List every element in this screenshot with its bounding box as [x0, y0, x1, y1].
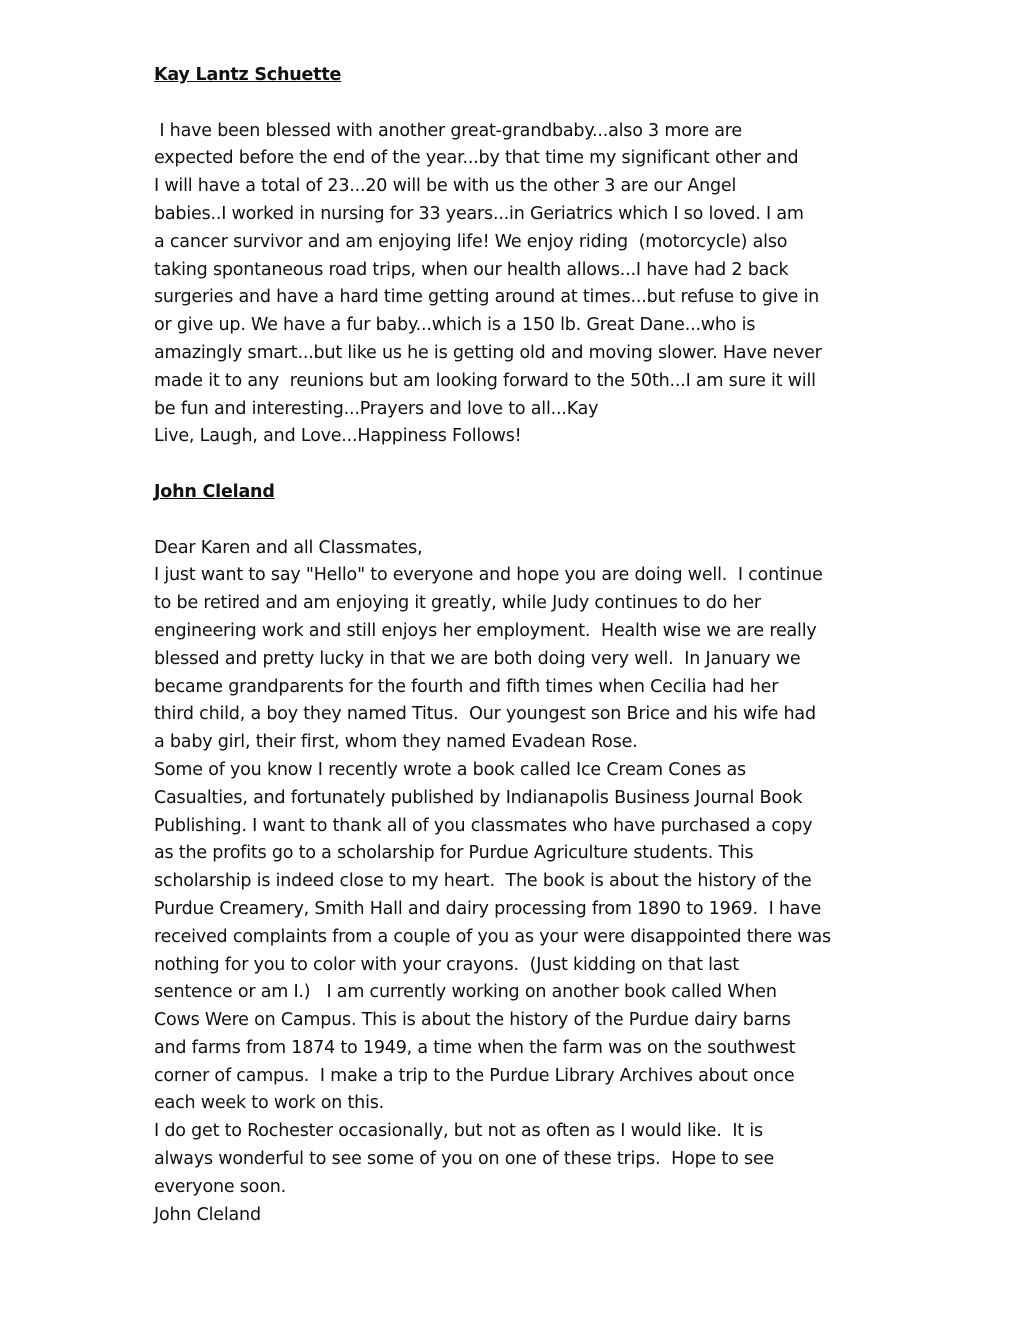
body-line: expected before the end of the year...by that time my significant other and — [154, 148, 799, 169]
body-line: made it to any reunions but am looking forward to the 50th...I am sure it will — [154, 370, 816, 391]
body-line: Casualties, and fortunately published by Indianapolis Business Journal Book — [154, 787, 803, 808]
body-line: as the profits go to a scholarship for Purdue Agriculture students. This — [154, 843, 754, 864]
body-line: surgeries and have a hard time getting around at times...but refuse to give in — [154, 287, 820, 308]
body-line: babies..I worked in nursing for 33 years...in Geriatrics which I so loved. I am — [154, 203, 804, 224]
body-line: Purdue Creamery, Smith Hall and dairy processing from 1890 to 1969. I have — [154, 898, 822, 919]
body-line: third child, a boy they named Titus. Our youngest son Brice and his wife had — [154, 704, 816, 725]
body-line: I have been blessed with another great-grandbaby...also 3 more are — [154, 120, 742, 141]
body-line: to be retired and am enjoying it greatly, while Judy continues to do her — [154, 593, 761, 614]
body-line: sentence or am I.) I am currently working on another book called When — [154, 982, 777, 1003]
body-line: a cancer survivor and am enjoying life! We enjoy riding (motorcycle) also — [154, 231, 788, 252]
body-line: nothing for you to color with your crayons. (Just kidding on that last — [154, 954, 739, 975]
body-line: be fun and interesting...Prayers and love to all...Kay — [154, 398, 599, 419]
body-line: I do get to Rochester occasionally, but not as often as I would like. It is — [154, 1121, 763, 1142]
body-line: Publishing. I want to thank all of you classmates who have purchased a copy — [154, 815, 813, 836]
body-line: Some of you know I recently wrote a book called Ice Cream Cones as — [154, 759, 746, 780]
section-heading-john-cleland: John Cleland — [154, 481, 275, 502]
body-line: I just want to say "Hello" to everyone and hope you are doing well. I continue — [154, 565, 823, 586]
body-line: or give up. We have a fur baby...which is a 150 lb. Great Dane...who is — [154, 315, 756, 336]
section-body-john-cleland — [154, 535, 894, 1230]
body-line: always wonderful to see some of you on one of these trips. Hope to see — [154, 1149, 775, 1170]
body-line: I will have a total of 23...20 will be with us the other 3 are our Angel — [154, 176, 737, 197]
body-line: each week to work on this. — [154, 1093, 385, 1114]
body-line: a baby girl, their first, whom they named Evadean Rose. — [154, 732, 638, 753]
body-line: corner of campus. I make a trip to the Purdue Library Archives about once — [154, 1065, 795, 1086]
body-line: scholarship is indeed close to my heart. The book is about the history of the — [154, 871, 812, 892]
body-line: received complaints from a couple of you as your were disappointed there was — [154, 926, 831, 947]
section-heading-kay-lantz-schuette: Kay Lantz Schuette — [154, 65, 342, 85]
body-line: everyone soon. — [154, 1176, 286, 1197]
spacer — [154, 90, 894, 118]
body-line: blessed and pretty lucky in that we are both doing very well. In January we — [154, 648, 801, 669]
body-line: engineering work and still enjoys her employment. Health wise we are really — [154, 620, 817, 641]
body-line: and farms from 1874 to 1949, a time when the farm was on the southwest — [154, 1037, 796, 1058]
spacer — [154, 451, 894, 479]
body-line: taking spontaneous road trips, when our health allows...I have had 2 back — [154, 259, 789, 280]
body-line: amazingly smart...but like us he is getting old and moving slower. Have never — [154, 342, 822, 363]
spacer — [154, 507, 894, 535]
body-line: became grandparents for the fourth and fifth times when Cecilia had her — [154, 676, 779, 697]
section-body-kay-lantz-schuette — [154, 118, 894, 452]
body-line: Live, Laugh, and Love...Happiness Follows! — [154, 426, 522, 447]
document-page — [154, 62, 894, 1229]
body-line: Cows Were on Campus. This is about the history of the Purdue dairy barns — [154, 1010, 791, 1031]
signature-line: John Cleland — [154, 1204, 261, 1225]
body-line: Dear Karen and all Classmates, — [154, 537, 423, 558]
